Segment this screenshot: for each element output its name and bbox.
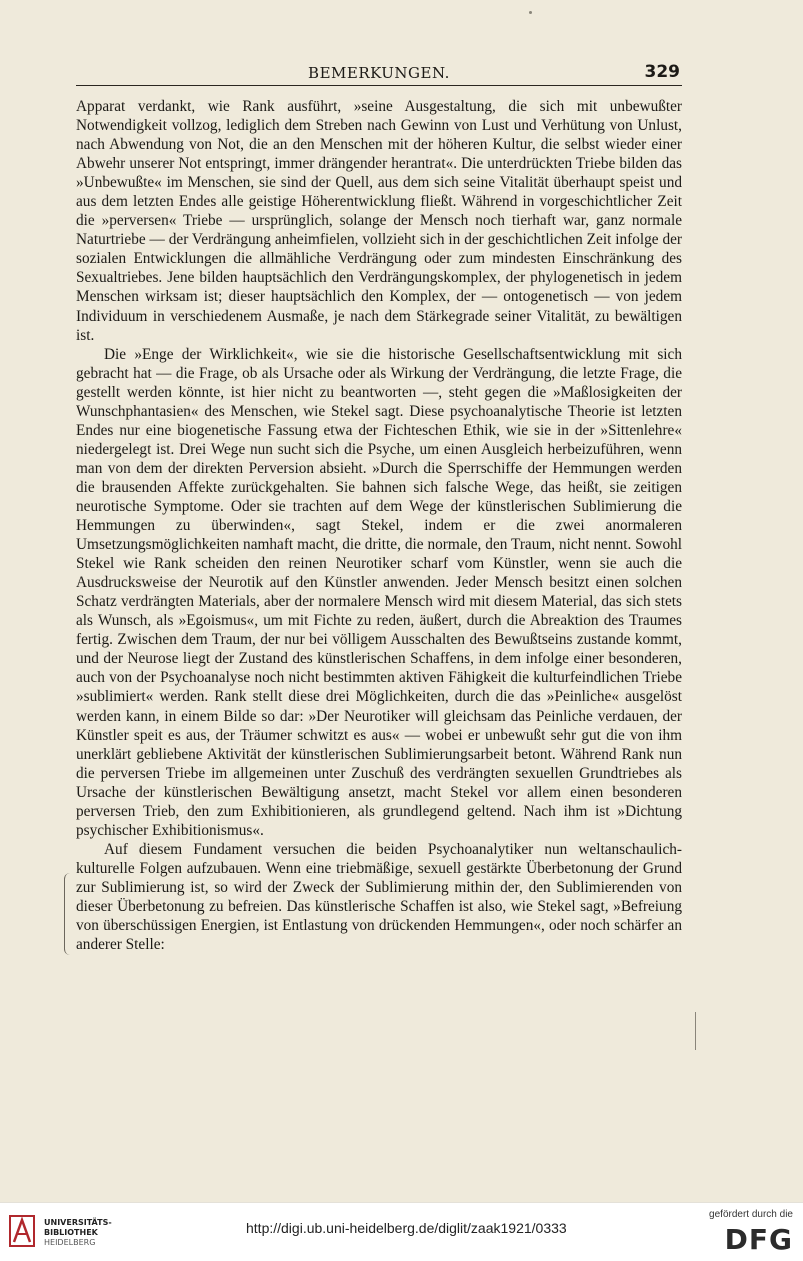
- running-head: [76, 63, 682, 86]
- dfg-logo[interactable]: DFG: [724, 1223, 793, 1256]
- university-library-logo: [8, 1212, 38, 1252]
- running-title: BEMERKUNGEN.: [308, 64, 450, 82]
- speck-mark: [529, 11, 532, 14]
- page-number: 329: [644, 62, 680, 82]
- paragraph-2: Die »Enge der Wirklichkeit«, wie sie die historische Gesellschaftsentwicklung mit sich gebracht hat — die Frage, ob als Ursache oder als Wirkung der Verdrängung, die letzte Frage, die gestellt werden könnte, ist hier nicht zu beantworten —, steht gegen die »Maßlosigkeiten der Wunschphantasien« des Menschen, wie Stekel sagt. Diese psychoanalytische Theorie ist letzten Endes nur eine biogenetische Fassung etwa der Fichteschen Ethik, wie sie in der »Sittenlehre« niedergelegt ist. Drei Wege nun sucht sich die Psyche, um einen Ausgleich herbeizuführen, wenn man von dem der direkten Perversion absieht. »Durch die Sperrschiffe der Hemmungen werden die brausenden Affekte zurückgehalten. Sie bahnen sich falsche Wege, das heißt, sie zeitigen neurotische Symptome. Oder sie trachten auf dem Wege der künstlerischen Sublimierung die Hemmungen zu überwinden«, sagt Stekel, indem er die zwei anormaleren Umsetzungsmöglichkeiten namhaft macht, die dritte, die normale, den Traum, nicht nennt. Sowohl Stekel wie Rank scheiden den reinen Neurotiker scharf vom Künstler, wenn sie auch die Ausdrucksweise der Neurotik auf den Künstler anwenden. Jeder Mensch besitzt einen solchen Schatz verdrängten Materials, aber der normalere Mensch wird mit diesem Material, das sich stets als Wunsch, als »Egoismus«, um mit Fichte zu reden, äußert, durch die Abreaktion des Traumes fertig. Zwischen dem Traum, der nur bei völligem Ausschalten des Bewußtseins zustande kommt, und der Neurose liegt der Zustand des künstlerischen Schaffens, in dem infolge einer besonderen, auch von der Psychoanalyse noch nicht bestimmten aktiven Fähigkeit die kulturfeindlichen Triebe »sublimiert« werden. Rank stellt diese drei Möglichkeiten, durch die das »Peinliche« ausgelöst werden kann, in einem Bilde so dar: »Der Neurotiker will gleichsam das Peinliche verdauen, der Künstler speit es aus, der Träumer schwitzt es aus« — wobei er unbewußt sehr gut die von ihm unerklärt gebliebene Aktivität der künstlerischen Sublimierungsarbeit betont. Während Rank nun die perversen Triebe im allgemeinen unter Zuschuß des verdrängten sexuellen Grundtriebes als Ursache der künstlerischen Bewältigung ansetzt, macht Stekel vor allem einen besonderen perversen Trieb, den zum Exhibitionieren, als grundlegend geltend. Nach ihm ist »Dichtung psychischer Exhibitionismus«.: [76, 345, 682, 839]
- page-url-link[interactable]: http://digi.ub.uni-heidelberg.de/diglit/zaak1921/0333: [246, 1220, 567, 1236]
- library-name-line1: UNIVERSITÄTS-: [44, 1218, 112, 1227]
- library-name-line2: BIBLIOTHEK: [44, 1228, 98, 1237]
- paragraph-3: Auf diesem Fundament versuchen die beiden Psychoanalytiker nun weltanschaulich-kulturelle Folgen aufzubauen. Wenn eine triebmäßige, sexuell gestärkte Überbetonung der Grund zur Sublimierung ist, so wird der Zweck der Sublimierung mithin der, den Sublimierenden von dieser Überbetonung zu befreien. Das künstlerische Schaffen ist also, wie Stekel sagt, »Befreiung von überschüssigen Energien, ist Entlastung von drückenden Hemmungen«, oder noch schärfer an anderer Stelle:: [76, 840, 682, 954]
- margin-line-mark: [695, 1012, 696, 1050]
- viewer-footer: [0, 1202, 803, 1261]
- library-name[interactable]: [44, 1218, 112, 1248]
- funded-by-label: gefördert durch die: [709, 1209, 793, 1220]
- library-name-line3: HEIDELBERG: [44, 1238, 96, 1247]
- paragraph-1: Apparat verdankt, wie Rank ausführt, »seine Ausgestaltung, die sich mit unbewußter Notwendigkeit vollzog, lediglich dem Streben nach Gewinn von Lust und Verhütung von Unlust, nach Abwendung von Not, die an den Menschen mit der höheren Kultur, die selbst wieder einer Abwehr unserer Not entspringt, immer drängender herantrat«. Die unterdrückten Triebe bilden das »Unbewußte« im Menschen, sie sind der Quell, aus dem sich seine Vitalität überhaupt speist und aus dem letzten Endes alle geistige Höherentwicklung fließt. Während in vorgeschichtlicher Zeit die »perversen« Triebe — ursprünglich, solange der Mensch noch tierhaft war, ganz normale Naturtriebe — der Verdrängung anheimfielen, vollzieht sich in der geschichtlichen Zeit infolge der sozialen Entwicklungen die allmähliche Verdrängung oder zum mindesten Einschränkung des Sexualtriebes. Jene bilden hauptsächlich den Verdrängungskomplex, der phylogenetisch in jedem Menschen wirksam ist; dieser hauptsächlich den Komplex, der — ontogenetisch — von jedem Individuum in verschiedenem Ausmaße, je nach dem Stärkegrade seiner Vitalität, zu bewältigen ist.: [76, 98, 682, 344]
- body-text: [76, 97, 682, 954]
- margin-bracket-mark: [64, 873, 71, 955]
